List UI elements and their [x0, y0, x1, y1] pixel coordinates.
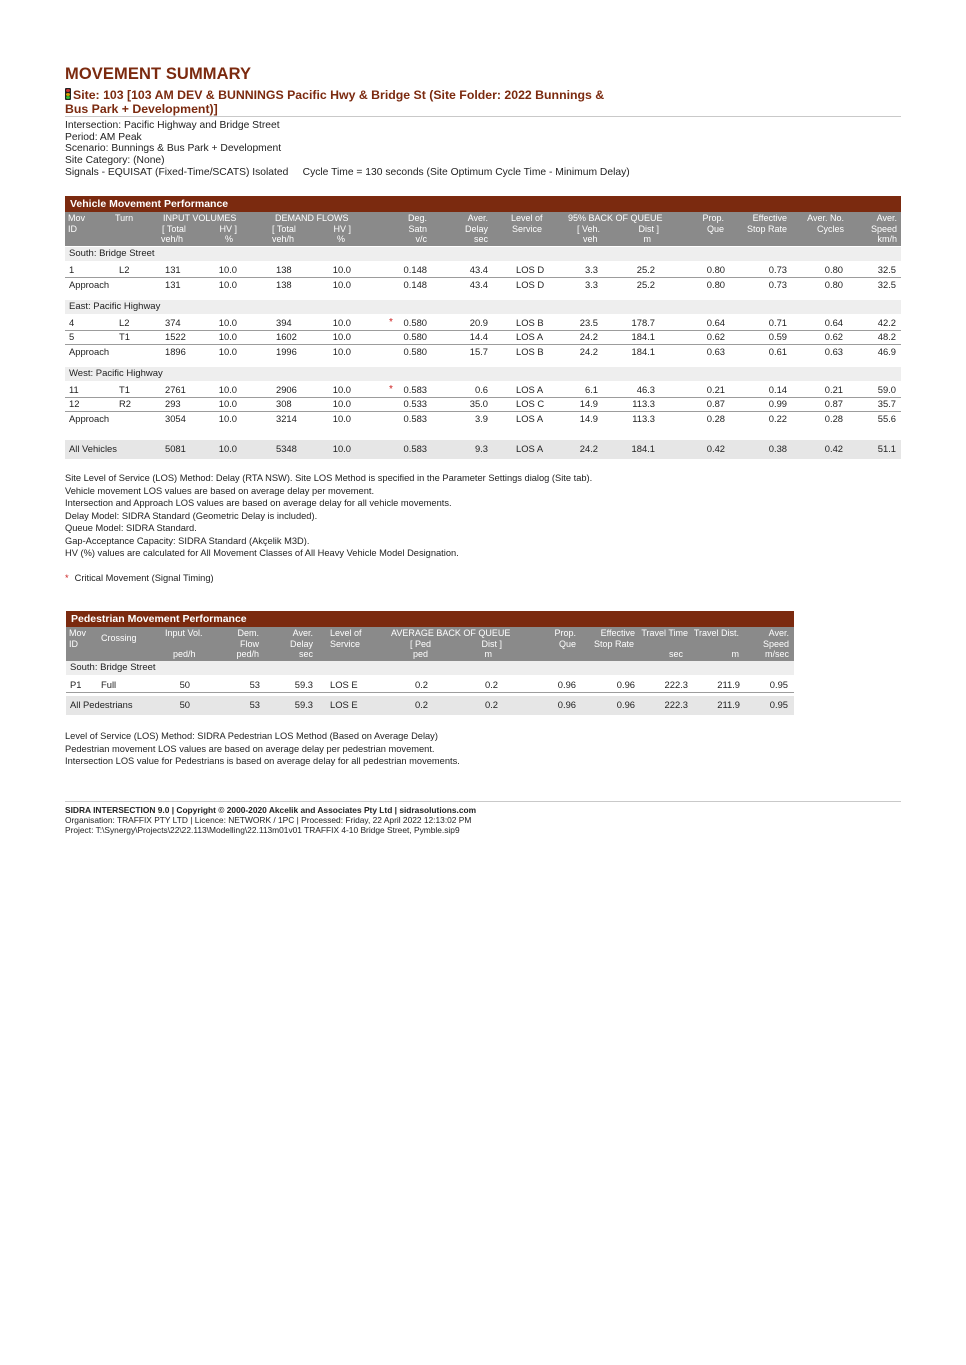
header-turn: Turn — [115, 213, 134, 223]
cell-in-hv: 10.0 — [218, 264, 237, 275]
header-spd2: Speed — [870, 223, 897, 234]
header-dem-unit: ped/h — [236, 649, 259, 660]
cell-turn: T1 — [119, 331, 130, 342]
header-spd1: Aver. — [768, 628, 789, 638]
cell-delay: 0.6 — [474, 383, 488, 395]
critical-movement-icon: * — [389, 316, 393, 328]
header-input-total: [ Total — [162, 223, 186, 234]
header-prop1: Prop. — [702, 213, 724, 223]
header-td1: Travel Dist. — [693, 628, 739, 638]
all-vehicles-row — [65, 440, 901, 459]
cell-veh: 24.2 — [579, 443, 598, 454]
cell-veh: 14.9 — [579, 398, 598, 409]
approach-group-label: South: Bridge Street — [66, 661, 794, 675]
vehicle-table-header — [65, 212, 901, 246]
approach-row — [65, 345, 901, 359]
cell-dist: 25.2 — [636, 264, 655, 275]
header-aver-unit: sec — [473, 234, 488, 245]
header-boq: AVERAGE BACK OF QUEUE — [391, 628, 511, 638]
cell-dem-hv: 10.0 — [332, 346, 351, 357]
header-deg-unit: v/c — [415, 234, 427, 245]
header-eff2: Stop Rate — [593, 638, 634, 649]
cell-los: LOS C — [516, 398, 545, 409]
cell-tt: 222.3 — [664, 699, 688, 710]
cell-dist: 113.3 — [632, 413, 655, 424]
info-line: Scenario: Bunnings & Bus Park + Development — [65, 143, 282, 155]
header-boq-dist: Dist ] — [638, 223, 659, 234]
cell-los: LOS E — [330, 699, 358, 710]
cell-deg: 0.583 — [403, 443, 427, 454]
header-demand-total: [ Total — [272, 223, 296, 234]
cell-speed: 59.0 — [877, 383, 896, 395]
cell-delay: 20.9 — [469, 316, 488, 328]
cell-dem-total: 1602 — [276, 331, 297, 342]
cell-veh: 23.5 — [579, 316, 598, 328]
header-boq-ped-unit: ped — [413, 649, 429, 660]
cell-delay: 59.3 — [294, 679, 313, 690]
header-aver2: Delay — [464, 223, 488, 234]
cell-eff: 0.61 — [768, 346, 787, 357]
cell-deg: 0.580 — [403, 346, 427, 357]
header-boq-veh-unit: veh — [583, 234, 598, 245]
header-los2: Service — [512, 223, 543, 234]
cell-in-total: 3054 — [165, 413, 186, 424]
cell-speed: 32.5 — [877, 264, 896, 275]
info-line: Period: AM Peak — [65, 131, 142, 143]
cell-td: 211.9 — [717, 699, 740, 710]
cell-prop: 0.80 — [706, 279, 725, 290]
cell-dist: 0.2 — [484, 699, 498, 710]
approach-row — [65, 278, 901, 292]
note-line: Intersection and Approach LOS values are based on average delay for all vehicle movements. — [65, 498, 452, 508]
cell-flow: 53 — [249, 679, 260, 690]
cell-dist: 184.1 — [631, 443, 655, 454]
approach-group-label: South: Bridge Street — [65, 247, 901, 261]
footer-line: Project: T:\Synergy\Projects\22\22.113\Modelling\22.113m01v01 TRAFFIX 4-10 Bridge Street, Pymble.sip9 — [65, 824, 460, 835]
cell-delay: 14.4 — [469, 331, 488, 342]
cell-eff: 0.96 — [616, 699, 635, 710]
cell-in-hv: 10.0 — [218, 413, 237, 424]
divider — [65, 116, 901, 117]
cell-prop: 0.96 — [557, 679, 576, 690]
cell-id: P1 — [70, 679, 82, 690]
cell-cyc: 0.28 — [824, 413, 843, 424]
all-pedestrians-row — [66, 696, 794, 715]
cell-dem-hv: 10.0 — [332, 413, 351, 424]
cell-id: 5 — [69, 331, 75, 342]
pedestrian-row — [66, 678, 794, 693]
cell-speed: 0.95 — [769, 679, 788, 690]
cell-prop: 0.96 — [557, 699, 576, 710]
cell-eff: 0.99 — [768, 398, 787, 409]
cell-in-total: 131 — [165, 264, 181, 275]
header-id: ID — [69, 638, 78, 649]
pedestrian-table-header — [66, 627, 794, 661]
critical-movement-icon: * — [389, 383, 393, 395]
cell-cyc: 0.80 — [824, 279, 843, 290]
traffic-signal-icon — [65, 88, 71, 100]
cell-in-total: 374 — [165, 316, 181, 328]
cell-cyc: 0.80 — [824, 264, 843, 275]
cell-speed: 32.5 — [877, 279, 896, 290]
header-prop2: Que — [706, 223, 724, 234]
cell-id: 11 — [69, 383, 79, 395]
header-input-hv: HV ] — [219, 223, 237, 234]
cell-veh: 3.3 — [584, 279, 598, 290]
cell-crossing: Full — [101, 679, 117, 690]
header-prop1: Prop. — [554, 628, 576, 638]
info-line: Intersection: Pacific Highway and Bridge Street — [65, 120, 280, 131]
cell-turn: R2 — [119, 398, 131, 409]
cell-dist: 25.2 — [636, 279, 655, 290]
header-input-unit: ped/h — [173, 649, 196, 660]
cell-id: All Pedestrians — [70, 699, 133, 710]
header-spd1: Aver. — [876, 213, 897, 223]
cell-tt: 222.3 — [664, 679, 688, 690]
movement-row — [65, 316, 901, 331]
cell-ped: 0.2 — [414, 679, 428, 690]
header-td-unit: m — [731, 649, 739, 660]
cell-eff: 0.38 — [768, 443, 787, 454]
cell-dem-total: 3214 — [276, 413, 297, 424]
header-demand-flows: DEMAND FLOWS — [275, 213, 349, 223]
header-eff1: Effective — [752, 213, 787, 223]
cell-turn: L2 — [119, 316, 130, 328]
cell-in-total: 2761 — [165, 383, 186, 395]
cell-cyc: 0.87 — [824, 398, 843, 409]
note-line: Site Level of Service (LOS) Method: Delay (RTA NSW). Site LOS Method is specified in the Parameter Settings dialog (Site tab). — [65, 473, 593, 483]
cell-eff: 0.71 — [768, 316, 787, 328]
header-eff1: Effective — [600, 628, 635, 638]
cell-dem-total: 2906 — [276, 383, 297, 395]
cell-dem-total: 5348 — [276, 443, 297, 454]
header-demand-hv: HV ] — [333, 223, 351, 234]
header-mov: Mov — [68, 213, 86, 223]
site-heading — [65, 88, 625, 116]
cell-veh: 14.9 — [579, 413, 598, 424]
site-heading-text: Site: 103 [103 AM DEV & BUNNINGS Pacific Hwy & Bridge St (Site Folder: 2022 Bunnings & Bus Park + Development)] — [65, 88, 605, 116]
cell-eff: 0.22 — [768, 413, 787, 424]
cell-los: LOS B — [516, 316, 544, 328]
header-dem2: Flow — [239, 638, 259, 649]
approach-group-label: East: Pacific Highway — [65, 300, 901, 314]
cell-cyc: 0.62 — [824, 331, 843, 342]
pedestrian-table-title: Pedestrian Movement Performance — [66, 611, 794, 627]
cell-prop: 0.62 — [706, 331, 725, 342]
header-eff2: Stop Rate — [746, 223, 787, 234]
cell-cyc: 0.64 — [824, 316, 843, 328]
cell-speed: 55.6 — [877, 413, 896, 424]
header-prop2: Que — [558, 638, 576, 649]
cell-dem-hv: 10.0 — [332, 264, 351, 275]
cell-deg: 0.583 — [403, 413, 427, 424]
header-boq-dist-unit: m — [643, 234, 651, 245]
cell-deg: 0.148 — [403, 264, 427, 275]
header-spd-unit: km/h — [877, 234, 897, 245]
cell-prop: 0.64 — [706, 316, 725, 328]
cell-id: Approach — [69, 413, 110, 424]
note-line: Vehicle movement LOS values are based on average delay per movement. — [65, 485, 375, 496]
cell-dist: 184.1 — [631, 331, 655, 342]
cell-eff: 0.96 — [616, 679, 635, 690]
cell-los: LOS A — [516, 443, 544, 454]
header-los1: Level of — [330, 628, 362, 638]
cell-dist: 0.2 — [484, 679, 498, 690]
cell-los: LOS E — [330, 679, 358, 690]
cell-input: 50 — [179, 679, 190, 690]
cell-id: Approach — [69, 346, 110, 357]
header-input1: Input Vol. — [165, 628, 203, 638]
cell-los: LOS D — [516, 264, 545, 275]
cell-eff: 0.59 — [768, 331, 787, 342]
vehicle-table-title: Vehicle Movement Performance — [65, 196, 901, 212]
critical-legend — [65, 573, 214, 583]
header-deg2: Satn — [408, 223, 427, 234]
cell-cyc: 0.21 — [824, 383, 843, 395]
footer-line: Organisation: TRAFFIX PTY LTD | Licence: NETWORK / 1PC | Processed: Friday, 22 April 2022 12:13:02 PM — [65, 814, 472, 825]
cell-veh: 24.2 — [579, 346, 598, 357]
approach-row — [65, 412, 901, 426]
cell-id: Approach — [69, 279, 110, 290]
legend-text: Critical Movement (Signal Timing) — [74, 573, 214, 583]
note-line: HV (%) values are calculated for All Movement Classes of All Heavy Vehicle Model Designation. — [65, 548, 459, 558]
header-boq-dist-unit: m — [484, 649, 492, 660]
cell-in-total: 1896 — [165, 346, 186, 357]
header-boq-veh: [ Veh. — [577, 223, 601, 234]
cell-dem-hv: 10.0 — [332, 398, 351, 409]
cell-dem-total: 308 — [276, 398, 292, 409]
cell-input: 50 — [179, 699, 190, 710]
cell-in-hv: 10.0 — [218, 279, 237, 290]
cell-prop: 0.80 — [706, 264, 725, 275]
cell-delay: 3.9 — [474, 413, 488, 424]
cell-prop: 0.21 — [706, 383, 725, 395]
cell-veh: 6.1 — [584, 383, 598, 395]
cell-cyc: 0.63 — [824, 346, 843, 357]
header-deg1: Deg. — [407, 213, 427, 223]
movement-row — [65, 263, 901, 278]
cell-delay: 59.3 — [294, 699, 313, 710]
cell-turn: L2 — [119, 264, 130, 275]
cell-id: 4 — [69, 316, 75, 328]
header-los1: Level of — [511, 213, 543, 223]
cell-speed: 48.2 — [877, 331, 896, 342]
vehicle-notes — [65, 472, 592, 560]
cell-ped: 0.2 — [414, 699, 428, 710]
cell-delay: 43.4 — [469, 264, 488, 275]
cell-id: 1 — [69, 264, 75, 275]
cell-dem-hv: 10.0 — [332, 383, 351, 395]
header-spd-unit: m/sec — [764, 649, 789, 660]
movement-row — [65, 383, 901, 398]
cell-los: LOS A — [516, 383, 544, 395]
cell-deg: 0.580 — [403, 316, 427, 328]
approach-group-label: West: Pacific Highway — [65, 367, 901, 381]
cell-in-hv: 10.0 — [218, 398, 237, 409]
note-line: Intersection LOS value for Pedestrians is based on average delay for all pedestrian movements. — [65, 756, 460, 766]
cell-delay: 9.3 — [474, 443, 488, 454]
note-line: Pedestrian movement LOS values are based on average delay per pedestrian movement. — [65, 743, 435, 754]
cell-los: LOS A — [516, 413, 544, 424]
cell-los: LOS B — [516, 346, 544, 357]
cell-in-hv: 10.0 — [218, 443, 237, 454]
cell-dem-hv: 10.0 — [332, 443, 351, 454]
header-demand-total-unit: veh/h — [272, 234, 295, 245]
cell-in-hv: 10.0 — [218, 331, 237, 342]
note-line: Gap-Acceptance Capacity: SIDRA Standard (Akçelik M3D). — [65, 535, 310, 546]
cell-los: LOS D — [516, 279, 545, 290]
header-id: ID — [68, 223, 77, 234]
cell-dem-hv: 10.0 — [332, 279, 351, 290]
header-cyc1: Aver. No. — [807, 213, 844, 223]
cell-dem-total: 394 — [276, 316, 292, 328]
cell-delay: 15.7 — [469, 346, 488, 357]
cell-td: 211.9 — [717, 679, 740, 690]
header-aver2: Delay — [289, 638, 313, 649]
site-info — [65, 120, 630, 179]
cell-deg: 0.148 — [403, 279, 427, 290]
header-aver1: Aver. — [467, 213, 488, 223]
header-boq-ped: [ Ped — [410, 638, 432, 649]
cell-speed: 46.9 — [877, 346, 896, 357]
page-title: MOVEMENT SUMMARY — [65, 65, 252, 83]
cell-in-hv: 10.0 — [218, 346, 237, 357]
pedestrian-notes — [65, 730, 460, 768]
header-cyc2: Cycles — [816, 223, 844, 234]
cell-dist: 184.1 — [631, 346, 655, 357]
header-aver-unit: sec — [298, 649, 313, 660]
cell-veh: 3.3 — [584, 264, 598, 275]
cell-in-total: 293 — [165, 398, 181, 409]
cell-dem-hv: 10.0 — [332, 316, 351, 328]
footer-divider — [65, 801, 901, 802]
footer-line: SIDRA INTERSECTION 9.0 | Copyright © 2000-2020 Akcelik and Associates Pty Ltd | sidrasolutions.com — [65, 805, 477, 815]
info-line: Site Category: (None) — [65, 155, 165, 167]
header-input-volumes: INPUT VOLUMES — [163, 213, 237, 223]
cell-speed: 42.2 — [877, 316, 896, 328]
cell-delay: 43.4 — [469, 279, 488, 290]
cell-deg: 0.583 — [403, 383, 427, 395]
cell-prop: 0.42 — [706, 443, 725, 454]
cell-prop: 0.63 — [706, 346, 725, 357]
cell-dem-total: 1996 — [276, 346, 297, 357]
cell-in-hv: 10.0 — [218, 383, 237, 395]
cell-in-hv: 10.0 — [218, 316, 237, 328]
cell-prop: 0.87 — [706, 398, 725, 409]
cell-prop: 0.28 — [706, 413, 725, 424]
movement-row — [65, 330, 901, 345]
note-line: Queue Model: SIDRA Standard. — [65, 523, 197, 533]
cell-dist: 178.7 — [631, 316, 655, 328]
cell-deg: 0.533 — [403, 398, 427, 409]
cell-in-total: 5081 — [165, 443, 186, 454]
header-demand-hv-unit: % — [336, 234, 345, 245]
header-spd2: Speed — [762, 638, 789, 649]
cell-veh: 24.2 — [579, 331, 598, 342]
cell-deg: 0.580 — [403, 331, 427, 342]
cell-flow: 53 — [249, 699, 260, 710]
critical-star-icon: * — [65, 573, 69, 583]
header-los2: Service — [330, 638, 361, 649]
cell-dist: 46.3 — [636, 383, 655, 395]
cell-in-total: 131 — [165, 279, 181, 290]
cell-dem-hv: 10.0 — [332, 331, 351, 342]
cell-id: All Vehicles — [69, 443, 117, 454]
cell-los: LOS A — [516, 331, 544, 342]
cell-eff: 0.73 — [768, 264, 787, 275]
note-line: Level of Service (LOS) Method: SIDRA Pedestrian LOS Method (Based on Average Delay) — [65, 731, 438, 741]
cell-dem-total: 138 — [276, 264, 292, 275]
header-boq-dist: Dist ] — [481, 638, 502, 649]
movement-row — [65, 397, 901, 412]
header-dem1: Dem. — [237, 628, 259, 638]
cell-eff: 0.14 — [768, 383, 787, 395]
cell-speed: 51.1 — [877, 443, 896, 454]
cell-delay: 35.0 — [469, 398, 488, 409]
cell-eff: 0.73 — [768, 279, 787, 290]
cell-speed: 35.7 — [877, 398, 896, 409]
header-input-total-unit: veh/h — [161, 234, 184, 245]
header-boq: 95% BACK OF QUEUE — [568, 213, 663, 223]
header-mov: Mov — [69, 628, 87, 638]
cell-id: 12 — [69, 398, 80, 409]
note-line: Delay Model: SIDRA Standard (Geometric Delay is included). — [65, 510, 318, 521]
cell-in-total: 1522 — [165, 331, 186, 342]
info-line: Signals - EQUISAT (Fixed-Time/SCATS) Isolated Cycle Time = 130 seconds (Site Optimum Cycle Time - Minimum Delay) — [65, 166, 630, 178]
header-crossing: Crossing — [101, 633, 137, 644]
cell-dist: 113.3 — [632, 398, 655, 409]
header-tt-unit: sec — [668, 649, 683, 660]
cell-turn: T1 — [119, 383, 130, 395]
header-input-hv-unit: % — [224, 234, 233, 245]
cell-cyc: 0.42 — [824, 443, 843, 454]
header-tt1: Travel Time — [641, 628, 688, 638]
cell-dem-total: 138 — [276, 279, 292, 290]
header-aver1: Aver. — [292, 628, 313, 638]
cell-speed: 0.95 — [769, 699, 788, 710]
footer — [65, 806, 476, 835]
